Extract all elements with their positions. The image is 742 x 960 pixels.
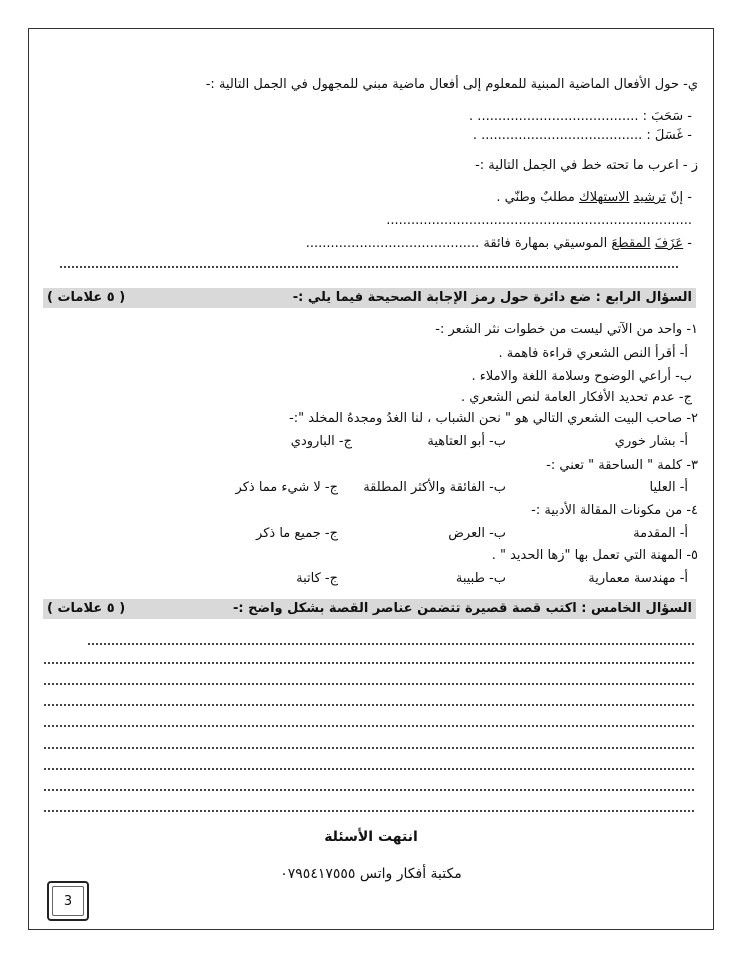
answer-dotted-line <box>60 266 678 268</box>
q4-item-5-option-c: ج- كاتبة <box>296 571 338 586</box>
question-5-marks: ( ٥ علامات ) <box>47 601 126 616</box>
answer-dotted-line <box>88 643 694 645</box>
section-z-item-2-suffix: الموسيقي بمهارة فائقة . <box>475 236 612 251</box>
page-number: 3 <box>63 893 73 909</box>
question-4-header <box>43 288 696 308</box>
answer-dotted-line <box>44 747 694 749</box>
question-5-header <box>43 599 696 619</box>
underlined-word: ترشيد <box>633 190 666 205</box>
q4-item-3-option-b: ب- الفائقة والأكثر المطلقة <box>363 480 506 495</box>
answer-dotted-line <box>44 810 694 812</box>
answer-dotted-line <box>44 789 694 791</box>
section-y-title: ي- حول الأفعال الماضية المبنية للمعلوم إلى أفعال ماضية مبني للمجهول في الجمل التالية :- <box>205 77 698 92</box>
answer-dotted-line <box>44 662 694 664</box>
answer-dotted-line <box>44 683 694 685</box>
section-z-item-1 <box>496 190 692 206</box>
q4-item-4-option-c: ج- جميع ما ذكر <box>256 526 338 541</box>
q4-item-3: ٣- كلمة " الساحقة " تعني :- <box>546 458 698 473</box>
question-4-title: السؤال الرابع : ضع دائرة حول رمز الإجابة الصحيحة فيما يلي :- <box>292 290 692 305</box>
q4-item-1: ١- واحد من الآتي ليست من خطوات نثر الشعر :- <box>435 322 698 337</box>
underlined-word: عَزَفَ <box>654 236 684 251</box>
q4-item-4: ٤- من مكونات المقالة الأدبية :- <box>531 503 698 518</box>
q4-item-1-option-a: أ- أقرأ النص الشعري قراءة فاهمة . <box>498 346 688 361</box>
q4-item-2-option-b: ب- أبو العتاهية <box>427 434 506 449</box>
q4-item-2-option-a: أ- بشار خوري <box>614 434 688 449</box>
section-y-item-1: - سَحَبَ : ....................................... . <box>469 109 692 124</box>
underlined-word: المقطعَ <box>611 236 651 251</box>
underlined-word: الاستهلاك <box>578 190 630 205</box>
q4-item-4-option-b: ب- العرض <box>448 526 506 541</box>
q4-item-5: ٥- المهنة التي تعمل بها "زها الحديد " . <box>491 548 698 563</box>
page-number-box <box>47 881 89 921</box>
section-z-item-2-fill: ......................................... <box>305 236 476 251</box>
answer-dotted-line <box>44 704 694 706</box>
section-z-item-1-fill: .......................................................................... <box>386 213 692 228</box>
section-z-item-1-suffix: مطلبٌ وطنّي . <box>496 190 579 205</box>
section-z-title: ز - اعرب ما تحته خط في الجمل التالية :- <box>475 158 698 173</box>
q4-item-2-option-c: ج- البارودي <box>290 434 352 449</box>
question-5-title: السؤال الخامس : اكتب قصة قصيرة تتضمن عناصر القصة بشكل واضح :- <box>233 601 692 616</box>
section-z-item-2 <box>306 236 692 252</box>
q4-item-3-option-a: أ- العليا <box>649 480 688 495</box>
section-z-item-1-prefix: - إنّ <box>665 190 692 205</box>
end-of-questions: انتهت الأسئلة <box>324 829 418 845</box>
library-credit: مكتبة أفكار واتس ٠٧٩٥٤١٧٥٥٥ <box>280 866 462 882</box>
q4-item-3-option-c: ج- لا شيء مما ذكر <box>235 480 338 495</box>
q4-item-4-option-a: أ- المقدمة <box>633 526 688 541</box>
answer-dotted-line <box>44 768 694 770</box>
question-4-marks: ( ٥ علامات ) <box>47 290 126 305</box>
section-z-item-2-prefix: - <box>683 236 692 251</box>
q4-item-1-option-c: ج- عدم تحديد الأفكار العامة لنص الشعري . <box>460 390 692 405</box>
section-y-item-2: - غَسَلَ : ....................................... . <box>472 128 692 143</box>
q4-item-1-option-b: ب- أراعي الوضوح وسلامة اللغة والاملاء . <box>471 369 692 384</box>
q4-item-5-option-a: أ- مهندسة معمارية <box>588 571 688 586</box>
q4-item-5-option-b: ب- طبيبة <box>455 571 506 586</box>
q4-item-2: ٢- صاحب البيت الشعري التالي هو " نحن الشباب ، لنا الغدُ ومجدهُ المخلد ":- <box>289 411 698 426</box>
answer-dotted-line <box>44 725 694 727</box>
